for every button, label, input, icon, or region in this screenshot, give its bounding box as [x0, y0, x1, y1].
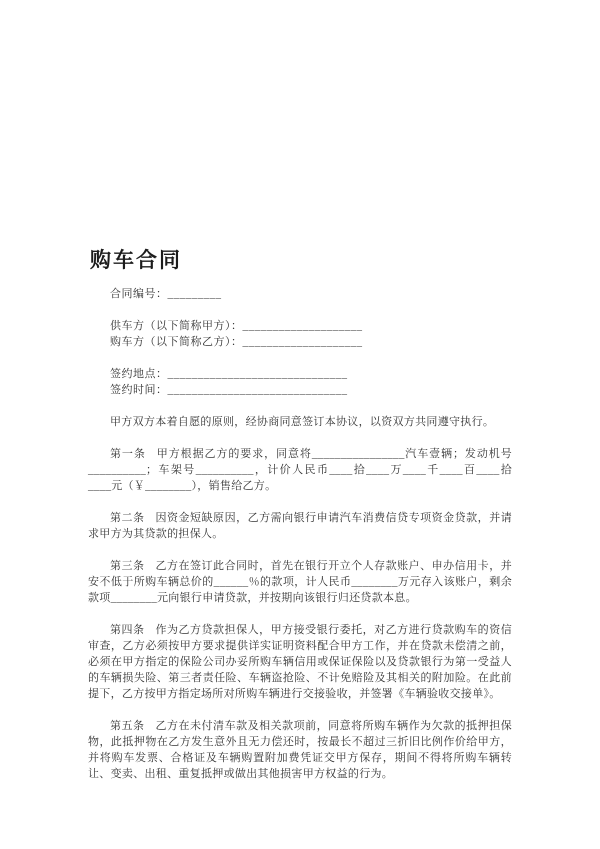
article-2: [88, 510, 512, 542]
signing-time-field: 签约时间：______________________________: [110, 384, 348, 396]
article-3-label: 第三条: [110, 560, 145, 572]
article-4: [88, 622, 512, 702]
article-4-text: 作为乙方贷款担保人，甲方接受银行委托，对乙方进行贷款购车的资信审查，乙方必须按甲方要求提供详实证明资料配合甲方工作，并在贷款未偿清之前，必须在甲方指定的保险公司办妥所购车辆信用或保证保险以及贷款银行为第一受益人的车辆损失险、第三者责任险、车辆盗抢险、不计免赔险及其相关的附加险。在此前提下，乙方按甲方指定场所对所购车辆进行交接验收，并签署《车辆验收交接单》。: [88, 624, 512, 700]
signing-group: [88, 366, 512, 398]
article-5: [88, 718, 512, 782]
page-title: 购车合同: [90, 248, 182, 272]
article-4-label: 第四条: [110, 624, 145, 636]
signing-place-field: 签约地点：______________________________: [110, 368, 348, 380]
buyer-field: 购车方（以下简称乙方）：____________________: [110, 336, 363, 348]
preamble-paragraph: 甲方双方本着自愿的原则，经协商同意签订本协议，以资双方共同遵守执行。: [110, 416, 495, 428]
article-1-text: 甲方根据乙方的要求，同意将________________汽车壹辆；发动机号__________；车架号__________，计价人民币____拾____万____千____百____拾____元（￥________），销售给乙方。: [88, 448, 512, 492]
contract-number-field: 合同编号：_________: [110, 288, 222, 300]
article-1: [88, 446, 512, 494]
article-3: [88, 558, 512, 606]
article-5-text: 乙方在未付清车款及相关款项前，同意将所购车辆作为欠款的抵押担保物，此抵押物在乙方发生意外且无力偿还时，按最长不超过三折旧比例作价给甲方，并将购车发票、合格证及车辆购置附加费凭证交甲方保存，期间不得将所购车辆转让、变卖、出租、重复抵押或做出其他损害甲方权益的行为。: [88, 720, 512, 780]
article-1-label: 第一条: [110, 448, 146, 460]
parties-group: [88, 318, 512, 350]
seller-field: 供车方（以下简称甲方）：____________________: [110, 320, 363, 332]
article-3-text: 乙方在签订此合同时，首先在银行开立个人存款账户、申办信用卡，并安不低于所购车辆总价的______％的款项，计人民币________万元存入该账户，剩余款项________元向银行申请贷款，并按期向该银行归还贷款本息。: [88, 560, 512, 604]
article-5-label: 第五条: [110, 720, 145, 732]
article-2-text: 因资金短缺原因，乙方需向银行申请汽车消费信贷专项资金贷款，并请求甲方为其贷款的担保人。: [88, 512, 512, 540]
article-2-label: 第二条: [110, 512, 145, 524]
contract-number-group: [88, 286, 512, 302]
